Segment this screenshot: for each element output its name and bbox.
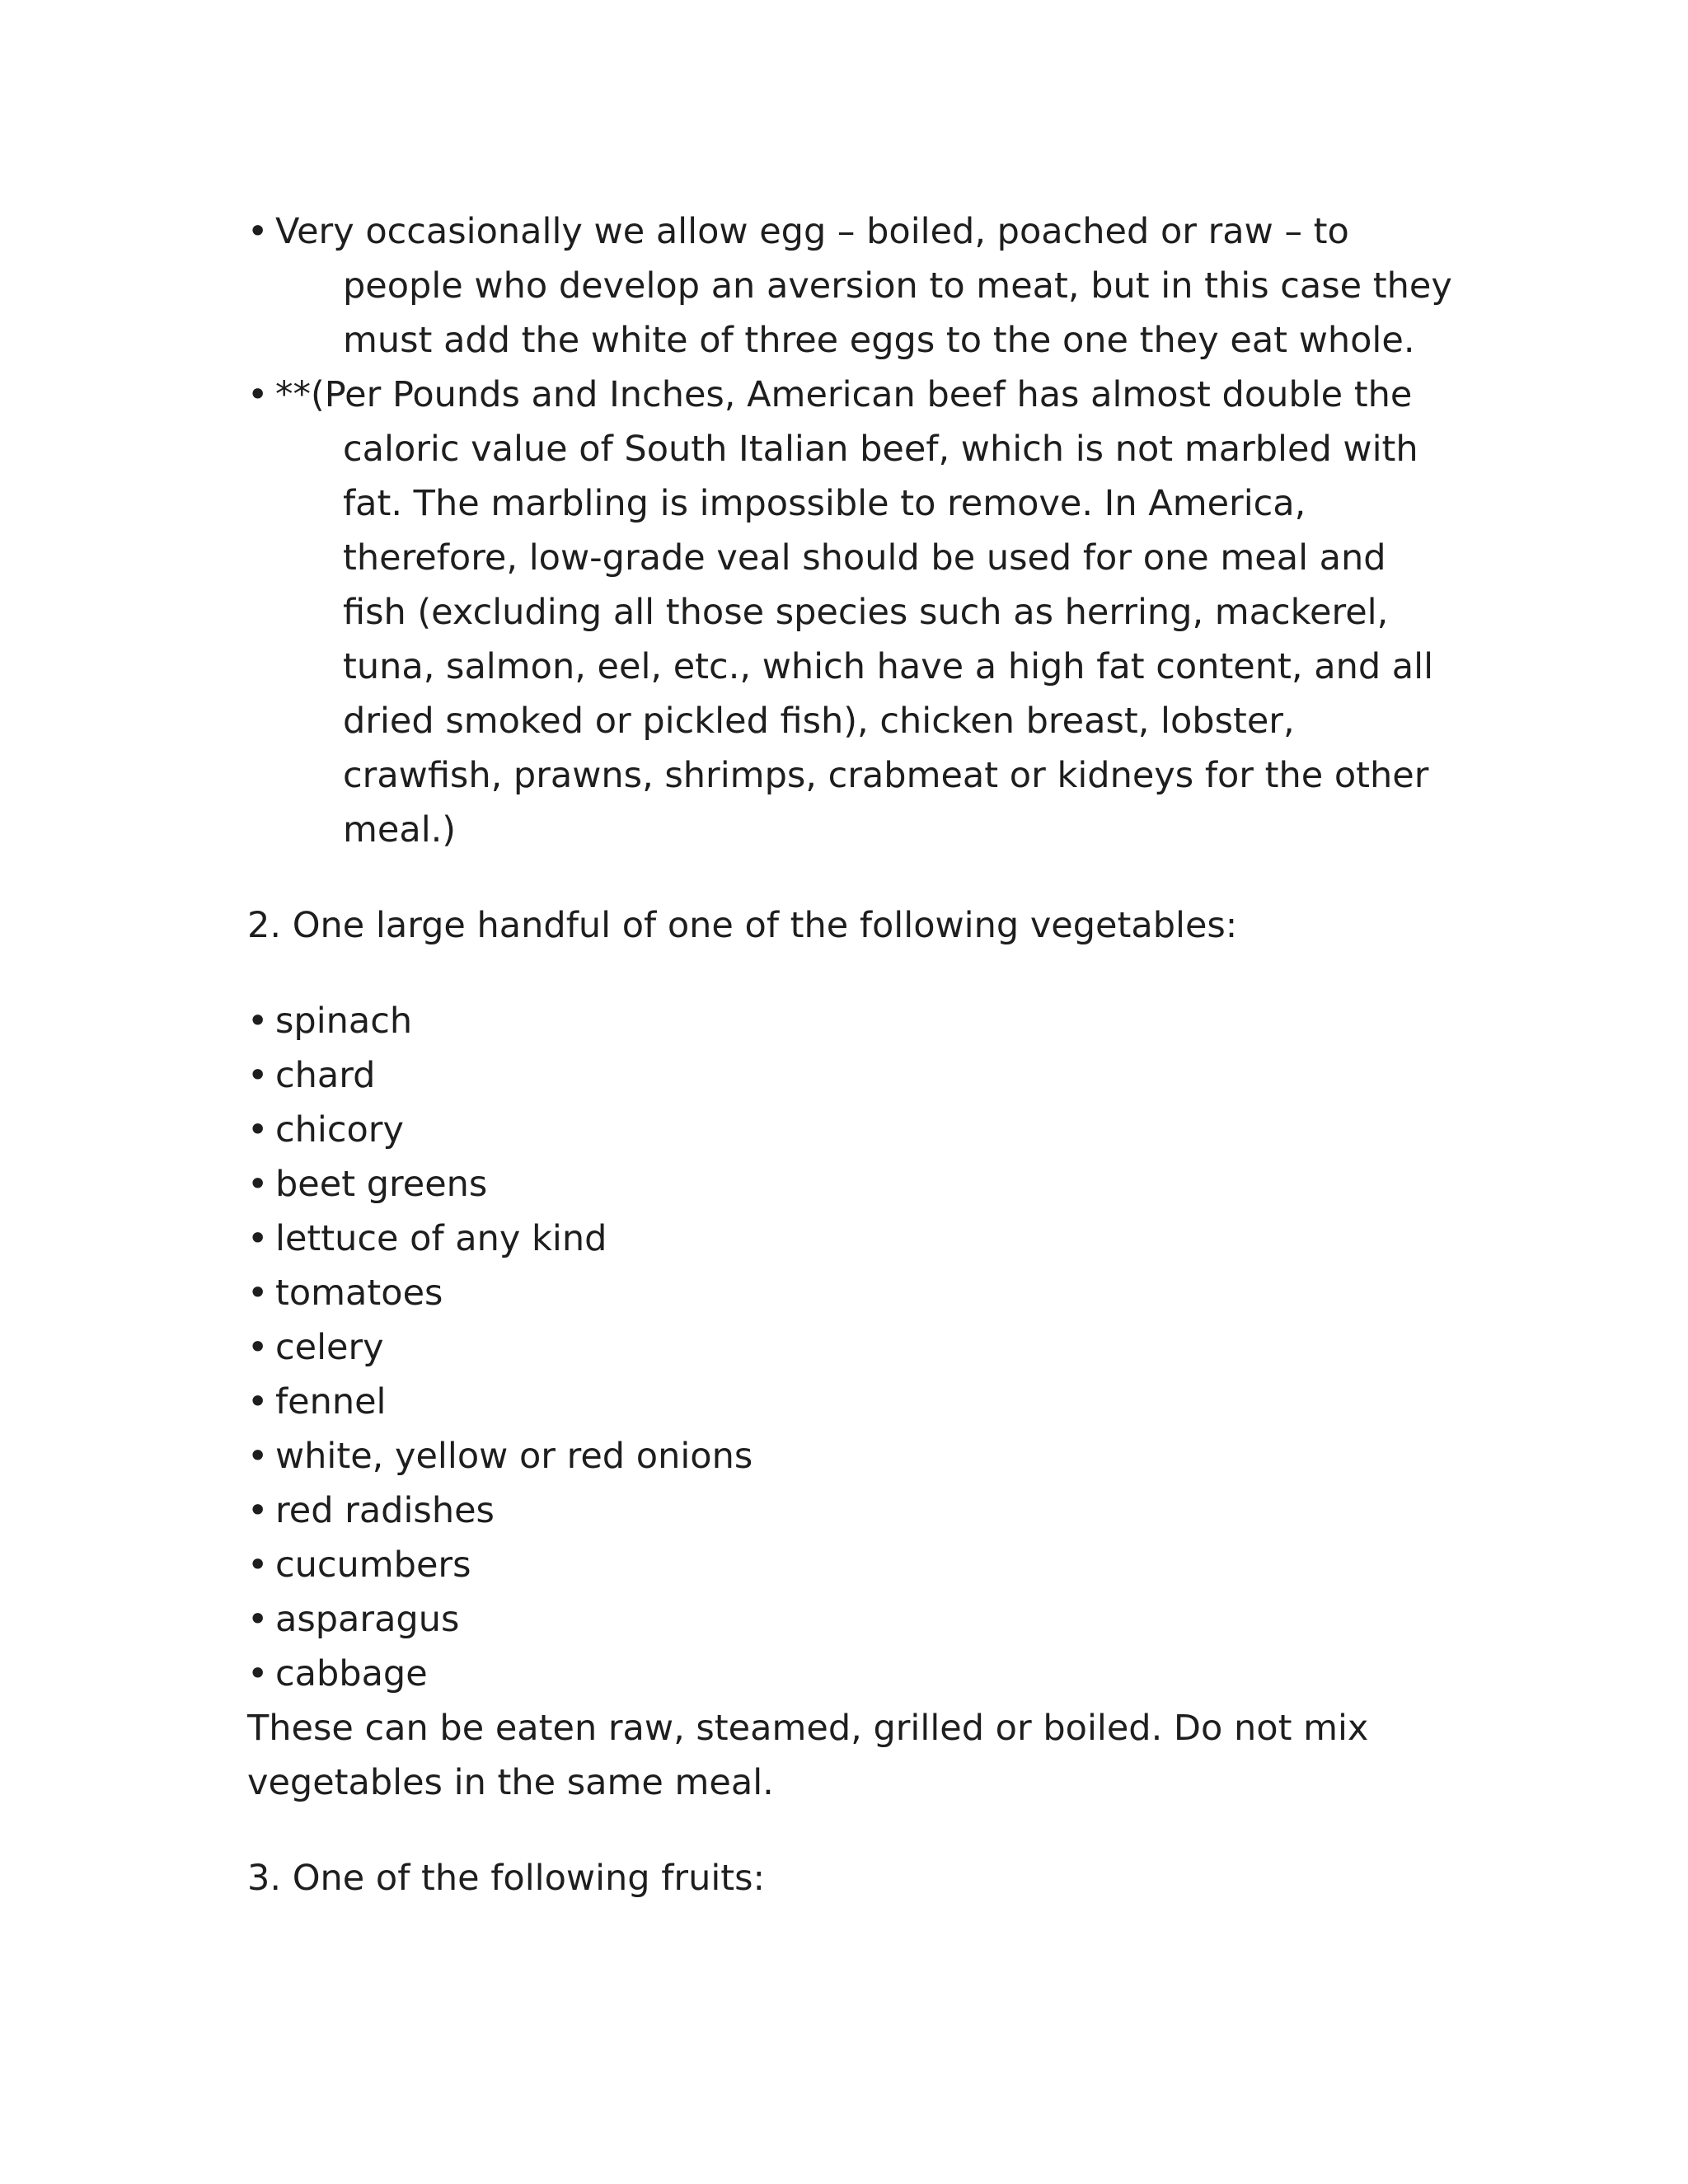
list-item bbox=[247, 1320, 1484, 1375]
note-line: These can be eaten raw, steamed, grilled or boiled. Do not mix bbox=[247, 1708, 1369, 1749]
bullet: • bbox=[247, 1218, 269, 1259]
list-item bbox=[247, 1375, 1484, 1429]
note-line: meal.) bbox=[343, 809, 457, 851]
list-item bbox=[247, 1266, 1484, 1320]
list-item-text: fennel bbox=[275, 1381, 387, 1422]
note-line: fish (excluding all those species such as herring, mackerel, bbox=[343, 592, 1389, 633]
page-content bbox=[247, 204, 1484, 1905]
note-line: vegetables in the same meal. bbox=[247, 1762, 774, 1803]
note-line: Very occasionally we allow egg – boiled, poached or raw – to bbox=[275, 211, 1349, 252]
bullet: • bbox=[247, 1544, 269, 1586]
bullet: • bbox=[247, 1327, 269, 1368]
bullet: • bbox=[247, 1599, 269, 1640]
list-item bbox=[247, 1212, 1484, 1266]
list-item bbox=[247, 1592, 1484, 1647]
list-item bbox=[247, 1157, 1484, 1212]
bullet: • bbox=[247, 1109, 269, 1151]
note-body bbox=[275, 204, 1484, 368]
note-egg bbox=[247, 204, 1484, 368]
section-2-heading: 2. One large handful of one of the following vegetables: bbox=[247, 905, 1238, 946]
list-item-text: asparagus bbox=[275, 1599, 460, 1640]
list-item-text: red radishes bbox=[275, 1490, 495, 1531]
list-item bbox=[247, 1647, 1484, 1701]
note-line: tuna, salmon, eel, etc., which have a high fat content, and all bbox=[343, 646, 1434, 687]
list-item-text: cucumbers bbox=[275, 1544, 471, 1586]
list-item bbox=[247, 1483, 1484, 1538]
note-body bbox=[275, 368, 1484, 857]
bullet: • bbox=[247, 374, 269, 415]
list-item bbox=[247, 1048, 1484, 1103]
list-item-text: tomatoes bbox=[275, 1272, 443, 1314]
list-item-text: lettuce of any kind bbox=[275, 1218, 607, 1259]
bullet: • bbox=[247, 1653, 269, 1694]
bullet: • bbox=[247, 1436, 269, 1477]
bullet: • bbox=[247, 1001, 269, 1042]
note-line: **(Per Pounds and Inches, American beef has almost double the bbox=[275, 374, 1413, 415]
vegetable-list bbox=[247, 994, 1484, 1701]
bullet: • bbox=[247, 1164, 269, 1205]
note-line: fat. The marbling is impossible to remove. In America, bbox=[343, 483, 1306, 524]
list-item bbox=[247, 1103, 1484, 1157]
bullet: • bbox=[247, 211, 269, 252]
vegetable-note bbox=[247, 1701, 1484, 1810]
note-line: caloric value of South Italian beef, which is not marbled with bbox=[343, 429, 1418, 470]
bullet: • bbox=[247, 1272, 269, 1314]
bullet: • bbox=[247, 1055, 269, 1096]
bullet: • bbox=[247, 1381, 269, 1422]
notes-list bbox=[247, 204, 1484, 857]
list-item-text: beet greens bbox=[275, 1164, 488, 1205]
list-item-text: cabbage bbox=[275, 1653, 428, 1694]
list-item-text: chicory bbox=[275, 1109, 404, 1151]
list-item-text: spinach bbox=[275, 1001, 413, 1042]
section-3-heading: 3. One of the following fruits: bbox=[247, 1858, 766, 1899]
note-beef bbox=[247, 368, 1484, 857]
bullet: • bbox=[247, 1490, 269, 1531]
note-line: dried smoked or pickled fish), chicken breast, lobster, bbox=[343, 701, 1295, 742]
note-line: people who develop an aversion to meat, but in this case they bbox=[343, 265, 1452, 307]
list-item bbox=[247, 994, 1484, 1048]
list-item-text: white, yellow or red onions bbox=[275, 1436, 753, 1477]
list-item bbox=[247, 1429, 1484, 1483]
note-line: crawfish, prawns, shrimps, crabmeat or kidneys for the other bbox=[343, 755, 1429, 796]
list-item bbox=[247, 1538, 1484, 1592]
note-line: therefore, low-grade veal should be used for one meal and bbox=[343, 537, 1386, 579]
note-line: must add the white of three eggs to the one they eat whole. bbox=[343, 320, 1415, 361]
list-item-text: celery bbox=[275, 1327, 384, 1368]
list-item-text: chard bbox=[275, 1055, 376, 1096]
